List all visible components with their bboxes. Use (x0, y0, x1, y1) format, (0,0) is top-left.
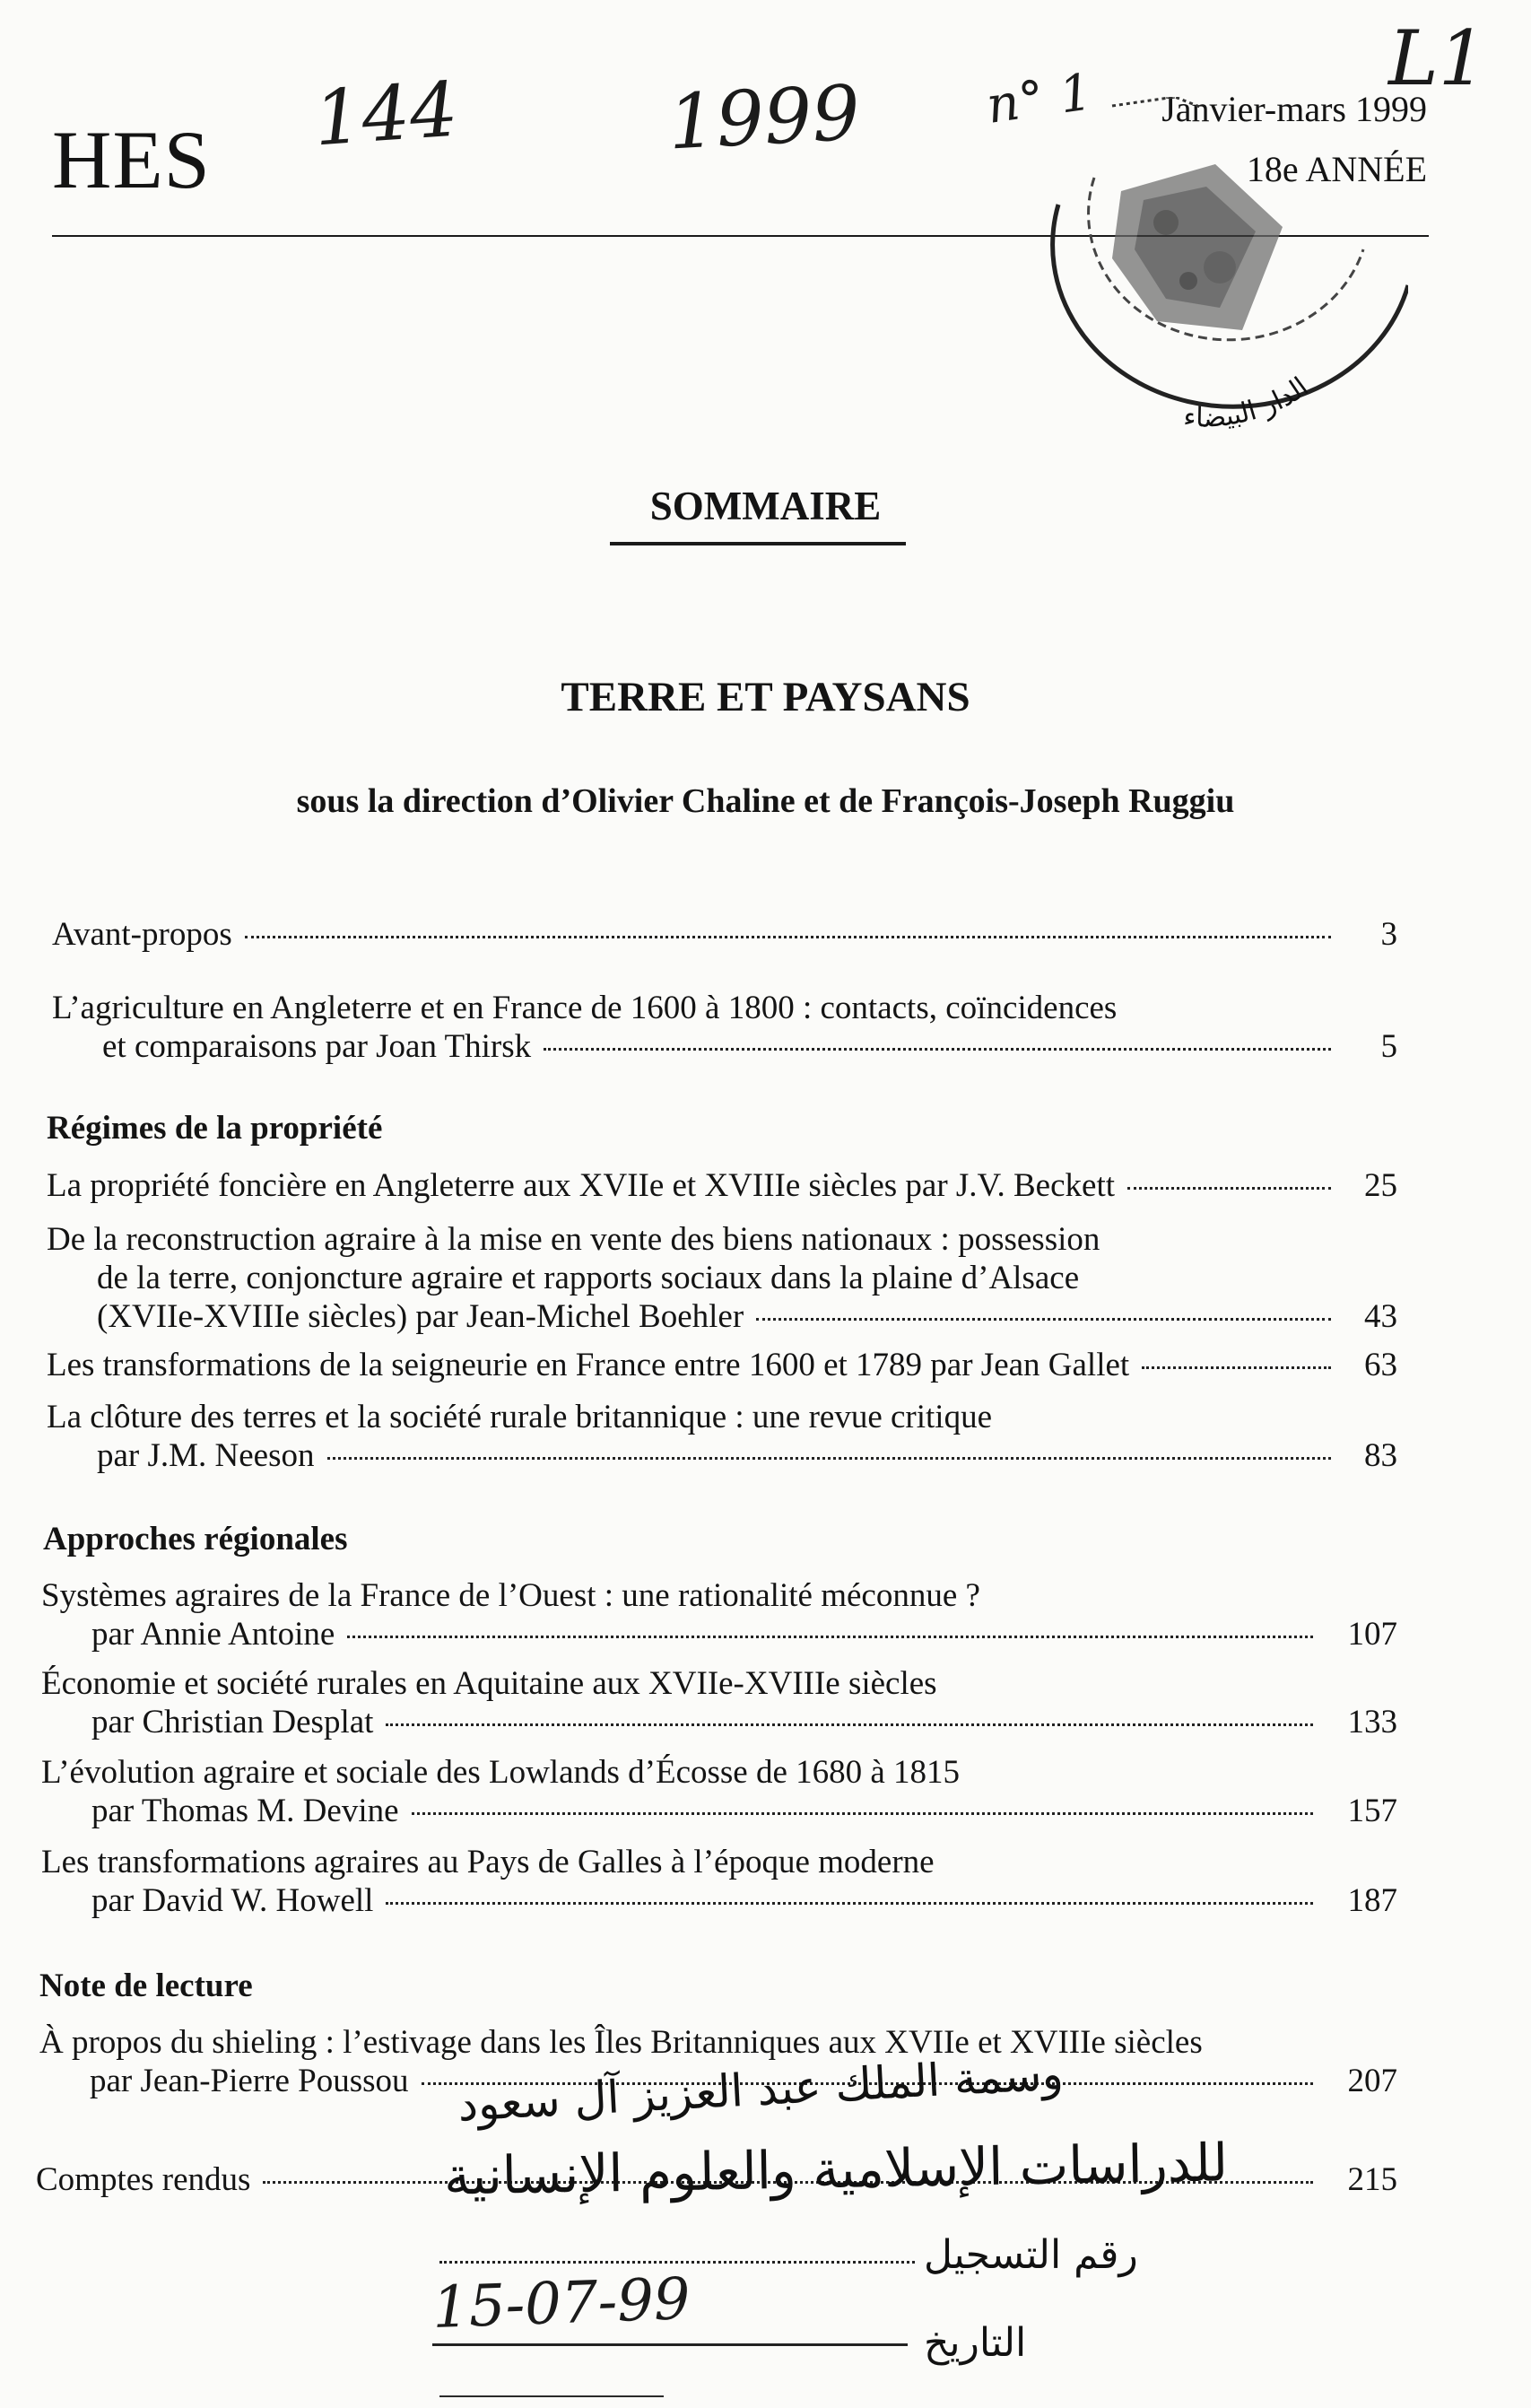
registration-label: رقم التسجيل (924, 2232, 1138, 2278)
toc-entry (47, 1346, 1397, 1383)
toc-entry-author: par Christian Desplat (91, 1704, 374, 1741)
toc-section-title: Approches régionales (43, 1521, 348, 1557)
toc-entry (41, 1753, 1397, 1829)
toc-entry (47, 1220, 1397, 1335)
editors-line: sous la direction d’Olivier Chaline et de François-Joseph Ruggiu (296, 782, 1235, 820)
toc-page-number: 83 (1364, 1437, 1397, 1474)
toc-entry-author: par Thomas M. Devine (91, 1793, 399, 1829)
toc-entry (52, 915, 1397, 953)
toc-leader-dots (1142, 1366, 1331, 1369)
date-label: التاريخ (924, 2320, 1027, 2366)
toc-entry-title: Les transformations agraires au Pays de Galles à l’époque moderne (41, 1844, 935, 1880)
handwritten-arabic-institution-cont: للدراسات الإسلامية والعلوم الإنسانية (443, 2132, 1229, 2207)
toc-entry-title: Les transformations de la seigneurie en France entre 1600 et 1789 par Jean Gallet (47, 1347, 1130, 1383)
toc-leader-dots (756, 1318, 1331, 1321)
toc-page-number: 215 (1347, 2161, 1397, 2198)
toc-leader-dots (412, 1812, 1313, 1815)
toc-entry-title: De la reconstruction agraire à la mise en vente des biens nationaux : possession (47, 1221, 1100, 1258)
toc-entry-title: À propos du shieling : l’estivage dans les Îles Britanniques aux XVIIe et XVIIIe siècles (39, 2024, 1203, 2061)
handwritten-year: 1999 (665, 68, 863, 167)
toc-page-number: 133 (1347, 1704, 1397, 1741)
date-line (432, 2343, 908, 2346)
toc-entry (52, 989, 1397, 1065)
issue-period: Janvier-mars 1999 (1161, 89, 1427, 129)
toc-page-number: 187 (1347, 1882, 1397, 1919)
issue-year: 18e ANNÉE (1246, 149, 1427, 189)
toc-page-number: 3 (1380, 916, 1397, 953)
handwritten-volume: 144 (310, 65, 461, 163)
toc-page-number: 157 (1347, 1793, 1397, 1829)
bottom-scan-mark (439, 2395, 664, 2397)
toc-entry-title: Systèmes agraires de la France de l’Ouest : une rationalité méconnue ? (41, 1577, 980, 1614)
toc-leader-dots (1127, 1187, 1331, 1190)
handwritten-registration-date: 15-07-99 (431, 2266, 692, 2342)
toc-page-number: 207 (1347, 2063, 1397, 2099)
toc-leader-dots (245, 936, 1331, 938)
toc-entry-title: Comptes rendus (36, 2161, 251, 2198)
journal-title: HES (52, 114, 211, 205)
sommaire-title: SOMMAIRE (649, 484, 882, 528)
toc-entry (41, 1843, 1397, 1919)
handwritten-number: n° 1 (983, 63, 1096, 135)
toc-leader-dots (327, 1457, 1331, 1460)
handwritten-arabic-institution: وسمة الملك عبد العزيز آل سعود (456, 2047, 1065, 2132)
toc-leader-dots (386, 1723, 1313, 1726)
toc-page-number: 107 (1347, 1616, 1397, 1653)
toc-entry-author: par Annie Antoine (91, 1616, 335, 1653)
toc-entry-author: par David W. Howell (91, 1882, 374, 1919)
toc-entry-title: L’agriculture en Angleterre et en France de 1600 à 1800 : contacts, coïncidences (52, 990, 1118, 1026)
registration-dotted-line (439, 2261, 915, 2264)
toc-entry-title-cont: de la terre, conjoncture agraire et rapports sociaux dans la plaine d’Alsace (97, 1260, 1080, 1296)
toc-entry (41, 1664, 1397, 1741)
toc-entry-title: Économie et société rurales en Aquitaine aux XVIIe-XVIIIe siècles (41, 1665, 937, 1702)
stamp-text: الدار البيضاء (1182, 371, 1315, 434)
toc-entry-title: L’évolution agraire et sociale des Lowlands d’Écosse de 1680 à 1815 (41, 1754, 961, 1791)
toc-entry-title: Avant-propos (52, 916, 232, 953)
issue-theme: TERRE ET PAYSANS (561, 674, 970, 720)
toc-entry-author: et comparaisons par Joan Thirsk (102, 1028, 532, 1065)
toc-entry (47, 1166, 1397, 1204)
toc-entry (41, 1576, 1397, 1653)
toc-page-number: 43 (1364, 1298, 1397, 1335)
toc-section-title: Note de lecture (39, 1967, 253, 2004)
toc-leader-dots (386, 1902, 1313, 1905)
toc-entry-author: (XVIIe-XVIIIe siècles) par Jean-Michel Boehler (97, 1298, 744, 1335)
toc-page-number: 63 (1364, 1347, 1397, 1383)
toc-page-number: 5 (1380, 1028, 1397, 1065)
toc-entry-author: par J.M. Neeson (97, 1437, 315, 1474)
toc-entry-title: La clôture des terres et la société rurale britannique : une revue critique (47, 1399, 993, 1435)
toc-entry (47, 1398, 1397, 1474)
toc-leader-dots (544, 1048, 1331, 1051)
toc-page-number: 25 (1364, 1167, 1397, 1204)
toc-section-title: Régimes de la propriété (47, 1110, 383, 1147)
handwritten-code: L1 (1388, 14, 1487, 102)
toc-entry-title: La propriété foncière en Angleterre aux XVIIe et XVIIIe siècles par J.V. Beckett (47, 1167, 1116, 1204)
toc-entry-author: par Jean-Pierre Poussou (90, 2063, 409, 2099)
toc-leader-dots (347, 1636, 1313, 1638)
